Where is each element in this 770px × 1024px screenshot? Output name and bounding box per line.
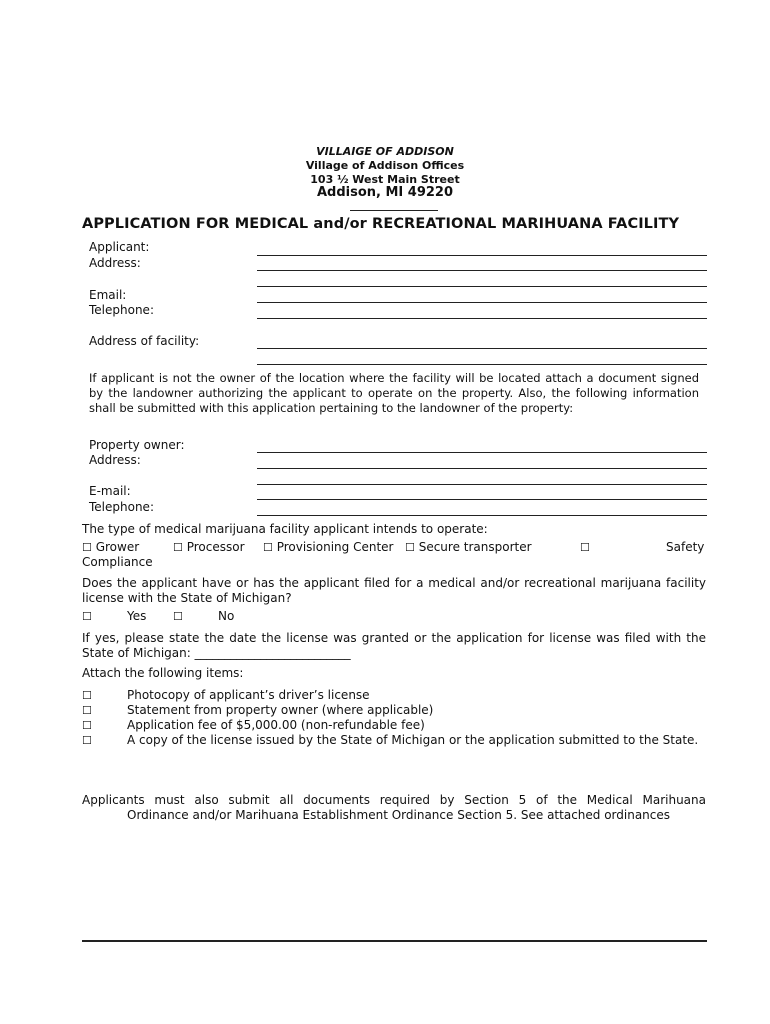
attach-item-3-checkbox[interactable] [82, 718, 92, 732]
facility-type-prompt: The type of medical marijuana facility applicant intends to operate: [82, 522, 488, 536]
applicant-label: Applicant: [89, 240, 150, 254]
facility-address-field-line-1[interactable] [257, 348, 707, 349]
provisioning-center-label: Provisioning Center [276, 540, 394, 554]
yes-box[interactable]: ☐ [82, 610, 92, 623]
secure-transporter-option[interactable] [405, 540, 532, 554]
safety-compliance-box[interactable]: ☐ [580, 541, 590, 554]
address-field-line-1[interactable] [257, 270, 707, 271]
license-question: Does the applicant have or has the applicant filed for a medical and/or recreational marijuana facility license with the State of Michigan? [82, 576, 706, 605]
attach-heading: Attach the following items: [82, 666, 244, 680]
date-question [82, 631, 706, 661]
owner-telephone-label: Telephone: [89, 500, 154, 514]
provisioning-center-checkbox[interactable]: ☐ [263, 541, 273, 554]
attach-item-4-checkbox[interactable] [82, 733, 92, 747]
attach-item-2: Statement from property owner (where applicable) [127, 703, 434, 717]
grower-label: Grower [95, 540, 140, 554]
attach-item-2-checkbox[interactable] [82, 703, 92, 717]
owner-address-field-line-2[interactable] [257, 484, 707, 485]
attach-box[interactable]: ☐ [82, 734, 92, 747]
safety-label: Safety [666, 540, 705, 554]
no-box[interactable]: ☐ [173, 610, 183, 623]
no-label: No [218, 609, 235, 623]
secure-transporter-checkbox[interactable]: ☐ [405, 541, 415, 554]
grower-option[interactable] [82, 540, 139, 554]
owner-telephone-field[interactable] [257, 515, 707, 516]
telephone-label: Telephone: [89, 303, 154, 317]
attach-box[interactable]: ☐ [82, 704, 92, 717]
email-field[interactable] [257, 302, 707, 303]
yes-checkbox[interactable] [82, 609, 92, 623]
street-address: 103 ½ West Main Street [310, 173, 460, 186]
village-name: VILLAIGE OF ADDISON [316, 145, 454, 158]
property-owner-field[interactable] [257, 452, 707, 453]
owner-address-field-line-1[interactable] [257, 468, 707, 469]
attach-box[interactable]: ☐ [82, 689, 92, 702]
attach-item-1: Photocopy of applicant’s driver’s license [127, 688, 370, 702]
form-title: APPLICATION FOR MEDICAL and/or RECREATIONAL MARIHUANA FACILITY [82, 216, 680, 232]
attach-item-4: A copy of the license issued by the State of Michigan or the application submitted to the State. [127, 733, 699, 747]
grower-checkbox[interactable]: ☐ [82, 541, 92, 554]
yes-label: Yes [127, 609, 147, 623]
attach-item-3: Application fee of $5,000.00 (non-refundable fee) [127, 718, 425, 732]
attach-box[interactable]: ☐ [82, 719, 92, 732]
processor-checkbox[interactable]: ☐ [173, 541, 183, 554]
facility-address-label: Address of facility: [89, 334, 200, 348]
no-checkbox[interactable] [173, 609, 183, 623]
date-field[interactable]: __________________________ [194, 646, 351, 660]
footer-rule [82, 940, 707, 942]
property-owner-label: Property owner: [89, 438, 185, 452]
processor-option[interactable] [173, 540, 245, 554]
office-name: Village of Addison Offices [305, 159, 465, 172]
footer-note-line-2: Ordinance and/or Marihuana Establishment Ordinance Section 5. See attached ordinances [127, 808, 671, 822]
header-divider [350, 210, 438, 211]
processor-label: Processor [186, 540, 245, 554]
date-question-text: If yes, please state the date the license was granted or the application for license was filed with the State of Michigan: [82, 631, 706, 660]
provisioning-center-option[interactable] [263, 540, 393, 554]
compliance-label: Compliance [82, 555, 153, 569]
applicant-field[interactable] [257, 255, 707, 256]
owner-instructions: If applicant is not the owner of the location where the facility will be located attach a document signed by the landowner authorizing the applicant to operate on the property. Also, the following information shall be submitted with this application pertaining to the landowner of the property: [89, 371, 699, 415]
address-label: Address: [89, 256, 141, 270]
footer-note-line-1: Applicants must also submit all documents required by Section 5 of the Medical Marihuana [82, 793, 706, 807]
owner-address-label: Address: [89, 453, 141, 467]
address-field-line-2[interactable] [257, 286, 707, 287]
owner-email-label: E-mail: [89, 484, 131, 498]
email-label: Email: [89, 288, 127, 302]
telephone-field[interactable] [257, 318, 707, 319]
attach-item-1-checkbox[interactable] [82, 688, 92, 702]
owner-email-field[interactable] [257, 499, 707, 500]
city-state-zip: Addison, MI 49220 [316, 185, 454, 200]
safety-compliance-checkbox[interactable] [580, 540, 590, 554]
facility-address-field-line-2[interactable] [257, 364, 707, 365]
secure-transporter-label: Secure transporter [418, 540, 532, 554]
